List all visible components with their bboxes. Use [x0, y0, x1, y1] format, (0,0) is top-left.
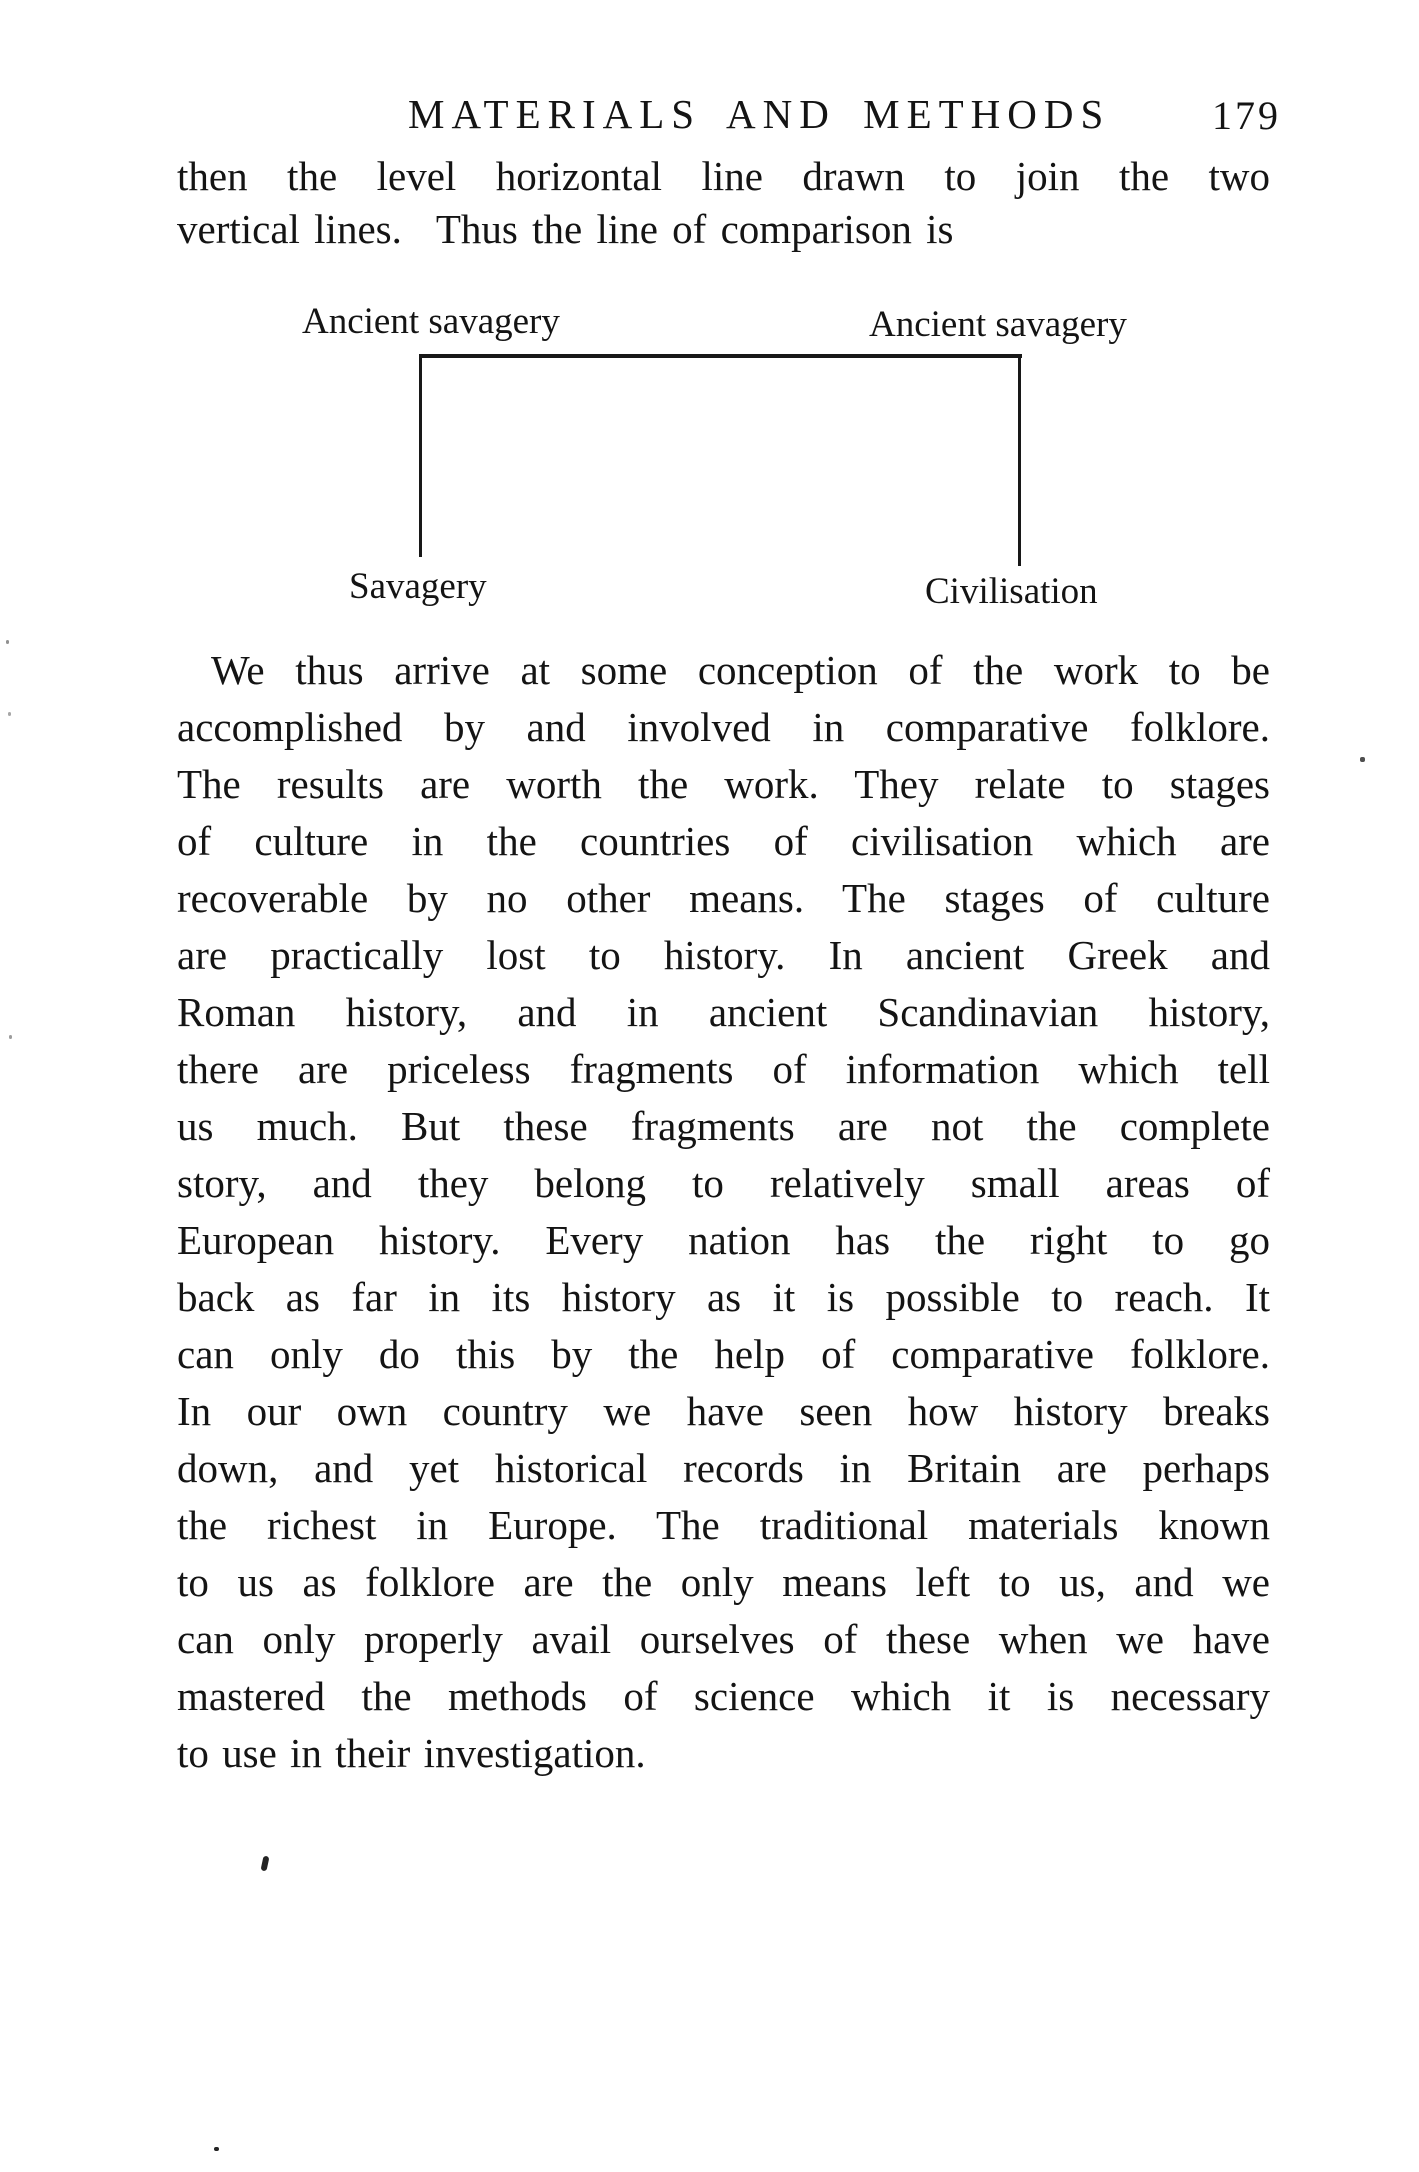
- intro-line-2-start: vertical lines.: [177, 206, 402, 252]
- comparison-line-vertical-left: [419, 354, 422, 557]
- ink-speck: [9, 1035, 12, 1039]
- intro-paragraph: [177, 150, 1270, 256]
- body-text-line: are practically lost to history. In ancient Greek and: [177, 932, 1270, 978]
- ink-speck: [261, 1856, 270, 1872]
- intro-line-2-end: Thus the line of comparison is: [435, 206, 954, 252]
- body-text-line: In our own country we have seen how history breaks: [177, 1388, 1270, 1434]
- body-text-line: can only do this by the help of comparative folklore.: [177, 1331, 1270, 1377]
- running-header: MATERIALS AND METHODS: [408, 91, 1111, 137]
- page-number: 179: [1212, 93, 1281, 138]
- diagram-label-ancient-savagery-left: Ancient savagery: [302, 301, 560, 342]
- body-text-line: can only properly avail ourselves of these when we have: [177, 1616, 1270, 1662]
- body-text-line: down, and yet historical records in Britain are perhaps: [177, 1445, 1270, 1491]
- diagram-label-civilisation: Civilisation: [925, 571, 1098, 612]
- body-text-line: European history. Every nation has the right to go: [177, 1217, 1270, 1263]
- body-text-line: us much. But these fragments are not the complete: [177, 1103, 1270, 1149]
- body-text-line: back as far in its history as it is possible to reach. It: [177, 1274, 1270, 1320]
- body-text-line: recoverable by no other means. The stages of culture: [177, 875, 1270, 921]
- diagram-label-savagery: Savagery: [349, 566, 487, 607]
- body-paragraph: [177, 642, 1270, 1782]
- intro-line-2: [177, 203, 1270, 256]
- body-text-line: Roman history, and in ancient Scandinavian history,: [177, 989, 1270, 1035]
- comparison-line-vertical-right: [1018, 354, 1021, 566]
- body-text-line: mastered the methods of science which it is necessary: [177, 1673, 1270, 1719]
- ink-speck: [1360, 757, 1365, 762]
- ink-speck: [6, 640, 9, 644]
- body-text-line: to us as folklore are the only means left to us, and we: [177, 1559, 1270, 1605]
- body-text-line: We thus arrive at some conception of the work to be: [211, 647, 1270, 693]
- body-text-line: The results are worth the work. They relate to stages: [177, 761, 1270, 807]
- body-text-line: there are priceless fragments of information which tell: [177, 1046, 1270, 1092]
- body-text-line: of culture in the countries of civilisation which are: [177, 818, 1270, 864]
- ink-speck: [214, 2147, 219, 2151]
- intro-line-1: then the level horizontal line drawn to join the two: [177, 153, 1270, 199]
- diagram-label-ancient-savagery-right: Ancient savagery: [869, 304, 1127, 345]
- comparison-line-horizontal: [420, 354, 1022, 358]
- body-text-line: accomplished by and involved in comparative folklore.: [177, 704, 1270, 750]
- body-text-line: story, and they belong to relatively small areas of: [177, 1160, 1270, 1206]
- body-text-line: to use in their investigation.: [177, 1730, 646, 1776]
- ink-speck: [8, 712, 11, 716]
- body-text-line: the richest in Europe. The traditional materials known: [177, 1502, 1270, 1548]
